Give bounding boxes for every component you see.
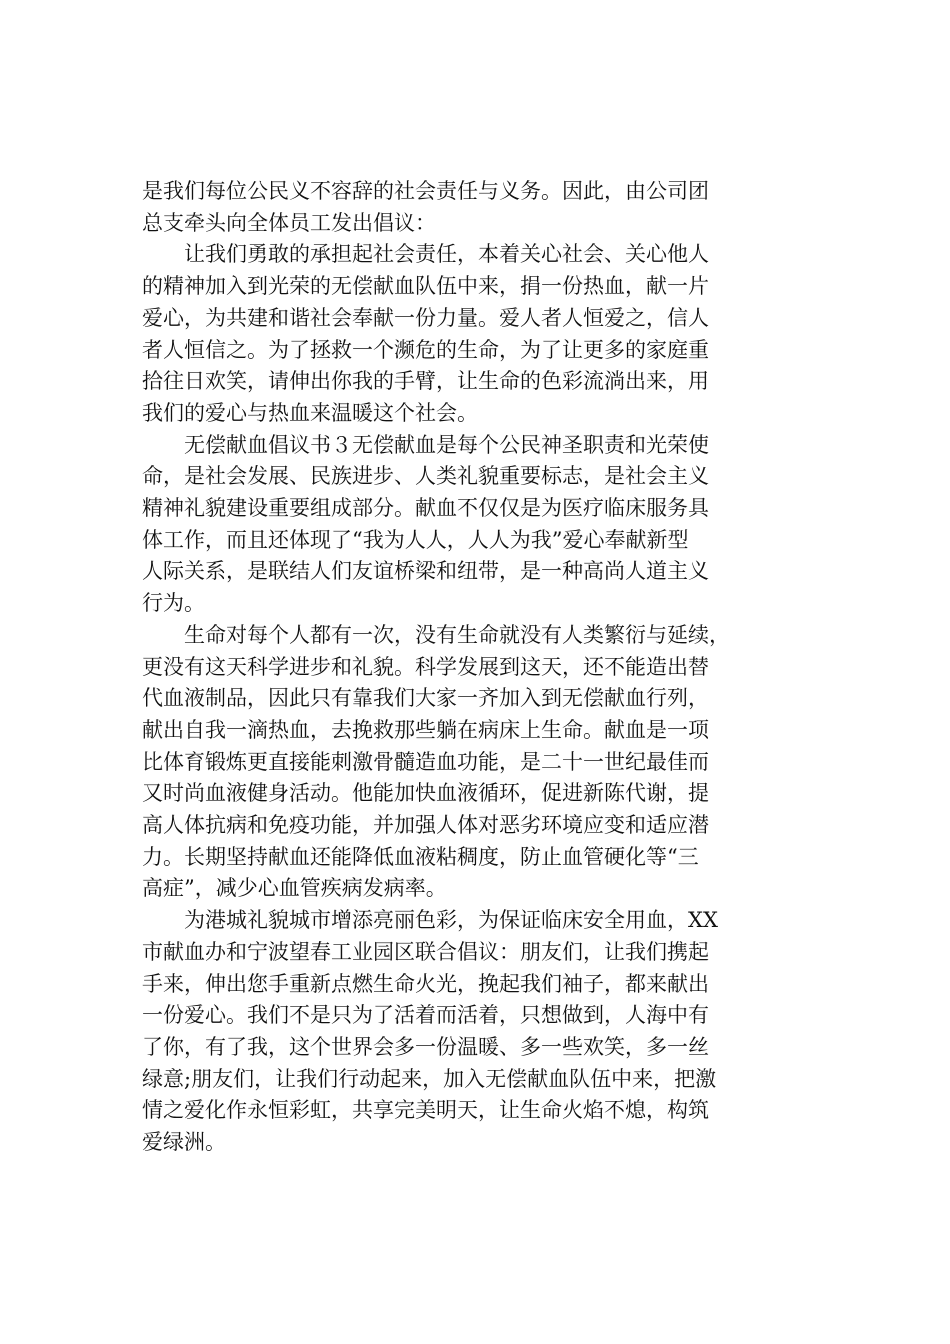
text-line: 高症”，减少心血管疾病发病率。: [142, 876, 447, 901]
document-body: [142, 176, 830, 1159]
text-line: 是我们每位公民义不容辞的社会责任与义务。因此，由公司团: [142, 179, 709, 203]
paragraph-5: [142, 905, 830, 1159]
text-line: 了你，有了我，这个世界会多一份温暖、多一些欢笑，多一丝: [142, 1034, 709, 1059]
text-line: 市献血办和宁波望春工业园区联合倡议：朋友们，让我们携起: [142, 939, 709, 964]
text-line: 比体育锻炼更直接能刺激骨髓造血功能，是二十一世纪最佳而: [142, 749, 709, 774]
paragraph-2: [142, 239, 830, 429]
text-line: 爱绿洲。: [142, 1130, 226, 1155]
text-line: 精神礼貌建设重要组成部分。献血不仅仅是为医疗临床服务具: [142, 496, 709, 521]
text-line: 情之爱化作永恒彩虹，共享完美明天，让生命火焰不熄，构筑: [142, 1098, 709, 1123]
text-line: 爱心，为共建和谐社会奉献一份力量。爱人者人恒爱之，信人: [142, 305, 709, 330]
text-line: 我们的爱心与热血来温暖这个社会。: [142, 400, 478, 425]
paragraph-1: [142, 176, 830, 239]
text-line: 手来，伸出您手重新点燃生命火光，挽起我们袖子，都来献出: [142, 971, 709, 996]
text-line: 更没有这天科学进步和礼貌。科学发展到这天，还不能造出替: [142, 654, 709, 679]
text-line: 生命对每个人都有一次，没有生命就没有人类繁衍与延续，: [184, 622, 730, 647]
text-line: 行为。: [142, 591, 205, 616]
text-line: 又时尚血液健身活动。他能加快血液循环，促进新陈代谢，提: [142, 781, 709, 806]
text-line: 让我们勇敢的承担起社会责任，本着关心社会、关心他人: [184, 242, 709, 267]
text-line: 无偿献血倡议书３无偿献血是每个公民神圣职责和光荣使: [184, 432, 709, 457]
paragraph-3: [142, 430, 830, 620]
text-line: 代血液制品，因此只有靠我们大家一齐加入到无偿献血行列，: [142, 686, 709, 711]
text-line: 命，是社会发展、民族进步、人类礼貌重要标志，是社会主义: [142, 464, 709, 489]
text-line: 献出自我一滴热血，去挽救那些躺在病床上生命。献血是一项: [142, 717, 709, 742]
text-line: 为港城礼貌城市增添亮丽色彩，为保证临床安全用血，XX: [184, 908, 718, 933]
text-line: 体工作，而且还体现了“我为人人，人人为我”爱心奉献新型: [142, 527, 689, 552]
text-line: 一份爱心。我们不是只为了活着而活着，只想做到，人海中有: [142, 1003, 709, 1028]
text-line: 绿意;朋友们，让我们行动起来，加入无偿献血队伍中来，把激: [142, 1066, 717, 1091]
text-line: 总支牵头向全体员工发出倡议：: [142, 210, 436, 235]
text-line: 人际关系，是联结人们友谊桥梁和纽带，是一种高尚人道主义: [142, 559, 709, 584]
text-line: 力。长期坚持献血还能降低血液粘稠度，防止血管硬化等“三: [142, 844, 699, 869]
text-line: 者人恒信之。为了拯救一个濒危的生命，为了让更多的家庭重: [142, 337, 709, 362]
text-line: 拾往日欢笑，请伸出你我的手臂，让生命的色彩流淌出来，用: [142, 369, 709, 394]
text-line: 的精神加入到光荣的无偿献血队伍中来，捐一份热血，献一片: [142, 274, 709, 299]
text-line: 高人体抗病和免疫功能，并加强人体对恶劣环境应变和适应潜: [142, 813, 709, 838]
paragraph-4: [142, 620, 830, 905]
